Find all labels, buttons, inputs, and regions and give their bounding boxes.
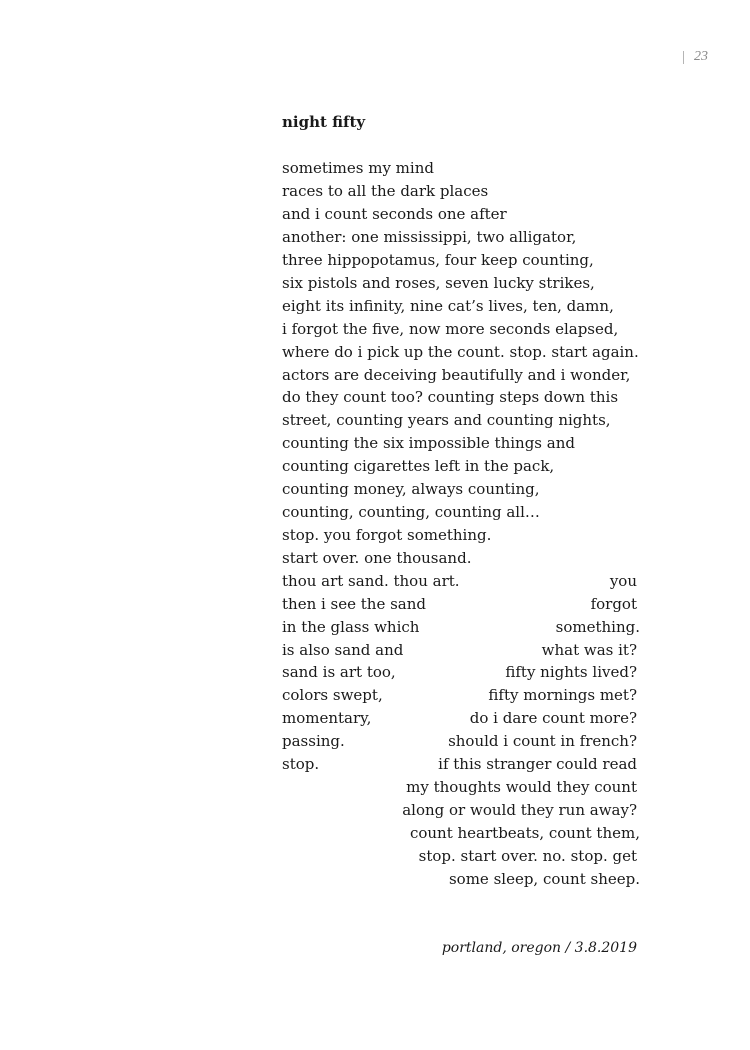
page-number bbox=[683, 49, 708, 65]
poem-line-right: my thoughts would they count bbox=[406, 778, 637, 796]
poem-line: stop. you forgot something. bbox=[282, 526, 492, 544]
poem-line: counting the six impossible things and bbox=[282, 434, 575, 452]
poem-line-right: fifty mornings met? bbox=[488, 686, 637, 704]
poem-line: counting cigarettes left in the pack, bbox=[282, 457, 555, 475]
poem-line: then i see the sand bbox=[282, 595, 427, 613]
poem-line: another: one mississippi, two alligator, bbox=[282, 228, 577, 246]
poem-line-right: count heartbeats, count them, bbox=[409, 824, 640, 842]
poem-line-right: do i dare count more? bbox=[469, 709, 637, 727]
poem-line: street, counting years and counting nights, bbox=[282, 411, 611, 429]
poem-line: momentary, bbox=[282, 709, 372, 727]
poem-line: colors swept, bbox=[282, 686, 383, 704]
poem-line-right: along or would they run away? bbox=[402, 801, 637, 819]
page-number-text: 23 bbox=[694, 49, 708, 64]
poem-line: races to all the dark places bbox=[282, 182, 489, 200]
poem-line: where do i pick up the count. stop. start again. bbox=[282, 343, 639, 361]
poem-line-right: if this stranger could read bbox=[438, 755, 637, 773]
poem-line: sand is art too, bbox=[282, 663, 396, 681]
poem-line: and i count seconds one after bbox=[282, 205, 507, 223]
poem-line: sometimes my mind bbox=[282, 159, 434, 177]
poem-line: is also sand and bbox=[282, 641, 404, 659]
poem-line: eight its infinity, nine cat’s lives, ten, damn, bbox=[282, 297, 614, 315]
poem-title: night fifty bbox=[282, 113, 366, 131]
poem-line-right: forgot bbox=[590, 595, 637, 613]
poem-line-right: you bbox=[609, 572, 637, 590]
poem-line-right: fifty nights lived? bbox=[505, 663, 637, 681]
poem-line: passing. bbox=[282, 732, 345, 750]
poem-line: start over. one thousand. bbox=[282, 549, 472, 567]
poem-line: do they count too? counting steps down this bbox=[282, 388, 619, 406]
poem-line: actors are deceiving beautifully and i wonder, bbox=[282, 366, 631, 384]
page-number-divider bbox=[683, 51, 684, 64]
poem-line-right: stop. start over. no. stop. get bbox=[418, 847, 637, 865]
poem-line: six pistols and roses, seven lucky strikes, bbox=[282, 274, 595, 292]
location-date: portland, oregon / 3.8.2019 bbox=[441, 940, 637, 956]
poem-line: counting money, always counting, bbox=[282, 480, 540, 498]
poem-line-right: something. bbox=[555, 618, 640, 636]
poem-line-right: what was it? bbox=[541, 641, 637, 659]
poem-line: i forgot the five, now more seconds elapsed, bbox=[282, 320, 619, 338]
poem-line-right: should i count in french? bbox=[448, 732, 637, 750]
poem-line: three hippopotamus, four keep counting, bbox=[282, 251, 594, 269]
poem-line: in the glass which bbox=[282, 618, 420, 636]
poem-line: thou art sand. thou art. bbox=[282, 572, 460, 590]
poem-line: stop. bbox=[282, 755, 320, 773]
poem-line-right: some sleep, count sheep. bbox=[448, 870, 640, 888]
poem-line: counting, counting, counting all… bbox=[282, 503, 540, 521]
